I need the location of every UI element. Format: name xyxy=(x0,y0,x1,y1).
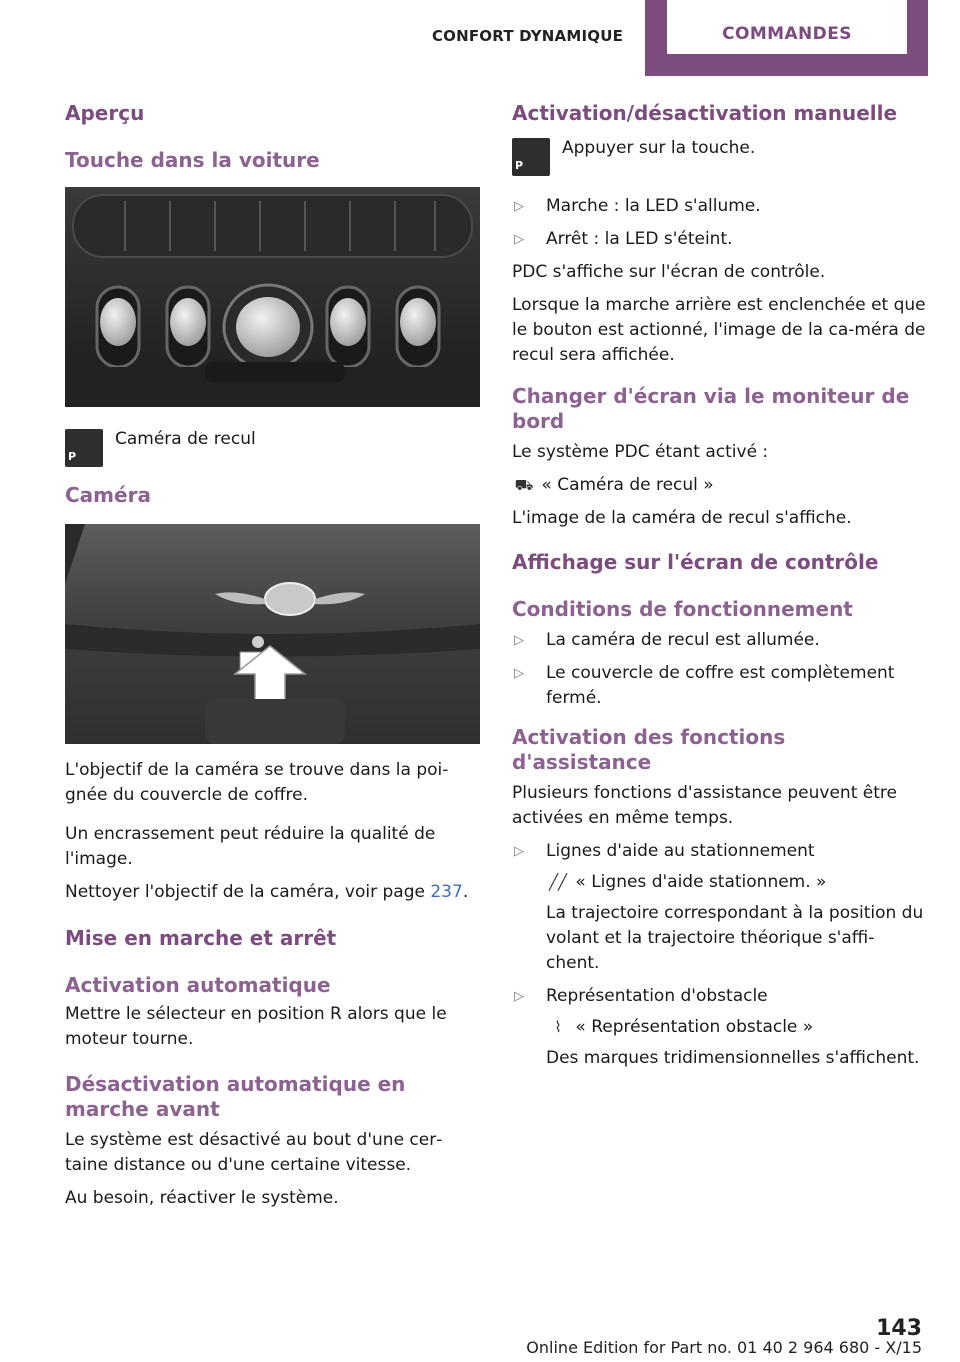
camera-heading: Caméra xyxy=(65,483,151,507)
change-screen-heading: Changer d'écran via le moniteur de bord xyxy=(512,384,910,433)
button-in-car-heading: Touche dans la voiture xyxy=(65,148,320,172)
obstacle-menu-icon: ⌇ xyxy=(554,1018,562,1036)
header-section-controls-label: COMMANDES xyxy=(667,0,907,54)
display-heading: Affichage sur l'écran de contrôle xyxy=(512,550,879,574)
dashboard-buttons-photo xyxy=(65,187,480,407)
trajectory-text: La trajectoire correspondant à la position du volant et la trajectoire théorique s'affi‐chent. xyxy=(546,903,924,973)
overview-heading: Aperçu xyxy=(65,101,145,125)
conditions-list xyxy=(512,628,927,711)
tailgate-camera-photo xyxy=(65,524,480,744)
header-section-dynamic-comfort: CONFORT DYNAMIQUE xyxy=(431,27,624,45)
menu-rear-camera-label[interactable]: « Caméra de recul » xyxy=(541,475,714,495)
menu-obstacle-line xyxy=(546,1015,927,1040)
image-shown-text: L'image de la caméra de recul s'affiche. xyxy=(512,508,852,528)
on-off-list xyxy=(512,194,927,252)
clean-lens-text-b: . xyxy=(462,882,469,902)
obstacle-item xyxy=(512,984,927,1071)
condition-tailgate-closed: ▷ Le couvercle de coffre est complètement fermé. xyxy=(512,661,927,711)
pdc-active-text: Le système PDC étant activé : xyxy=(512,442,769,462)
on-off-heading: Mise en marche et arrêt xyxy=(65,926,337,950)
rear-camera-caption: Caméra de recul xyxy=(115,429,256,449)
menu-obstacle-label[interactable]: « Représentation obstacle » xyxy=(575,1017,814,1037)
clean-lens-text xyxy=(65,880,480,905)
manual-activation-heading: Activation/désactivation manuelle xyxy=(512,101,898,125)
header-section-controls xyxy=(645,0,928,76)
press-button-text: Appuyer sur la touche. xyxy=(562,138,756,158)
condition-camera-on: ▷ La caméra de recul est allumée. xyxy=(512,628,927,653)
parking-lines-label: ▷ Lignes d'aide au stationnement xyxy=(546,841,815,861)
page-footer xyxy=(268,1316,928,1360)
on-item: ▷ Marche : la LED s'allume. xyxy=(512,194,927,219)
pdc-display-text: PDC s'affiche sur l'écran de contrôle. xyxy=(512,262,826,282)
pdc-key-icon: P xyxy=(512,138,550,176)
auto-deactivation-heading: Désactivation automatique en marche avant xyxy=(65,1072,406,1121)
parking-lines-item xyxy=(512,839,927,976)
lens-location-text: L'objectif de la caméra se trouve dans la poi‐gnée du couvercle de coffre. xyxy=(65,760,449,805)
page-number: 143 xyxy=(876,1316,922,1341)
marks-text: Des marques tridimensionnelles s'affichent. xyxy=(546,1048,920,1068)
obstacle-label: ▷ Représentation d'obstacle xyxy=(546,986,768,1006)
dirt-warning-text: Un encrassement peut réduire la qualité de l'image. xyxy=(65,824,436,869)
reactivate-text: Au besoin, réactiver le système. xyxy=(65,1188,339,1208)
reverse-gear-text: Lorsque la marche arrière est enclenchée et que le bouton est actionné, l'image de la ca‐méra de recul sera affichée. xyxy=(512,295,926,365)
auto-deactivation-text: Le système est désactivé au bout d'une cer‐taine distance ou d'une certaine vitesse. xyxy=(65,1130,443,1175)
auto-activation-text: Mettre le sélecteur en position R alors que le moteur tourne. xyxy=(65,1004,447,1049)
conditions-heading: Conditions de fonctionnement xyxy=(512,597,853,621)
page-link-237[interactable]: 237 xyxy=(430,882,463,902)
rear-camera-menu-icon: ⛟ xyxy=(514,476,534,494)
off-item: ▷ Arrêt : la LED s'éteint. xyxy=(512,227,927,252)
menu-parking-lines-label[interactable]: « Lignes d'aide stationnem. » xyxy=(575,872,827,892)
clean-lens-text-a: Nettoyer l'objectif de la caméra, voir page xyxy=(65,882,431,902)
assist-functions-list xyxy=(512,839,927,1071)
menu-rear-camera-line xyxy=(512,473,927,498)
assist-functions-text: Plusieurs fonctions d'assistance peuvent être activées en même temps. xyxy=(512,783,897,828)
left-column xyxy=(65,100,480,1219)
right-column xyxy=(512,100,927,1079)
assist-functions-heading: Activation des fonctions d'assistance xyxy=(512,725,786,774)
menu-parking-lines-line xyxy=(546,870,927,895)
parking-lines-menu-icon: ╱╱ xyxy=(548,873,568,891)
auto-activation-heading: Activation automatique xyxy=(65,973,331,997)
edition-text: Online Edition for Part no. 01 40 2 964 680 - X/15 xyxy=(526,1338,922,1357)
pdc-camera-key-icon: P xyxy=(65,429,103,467)
